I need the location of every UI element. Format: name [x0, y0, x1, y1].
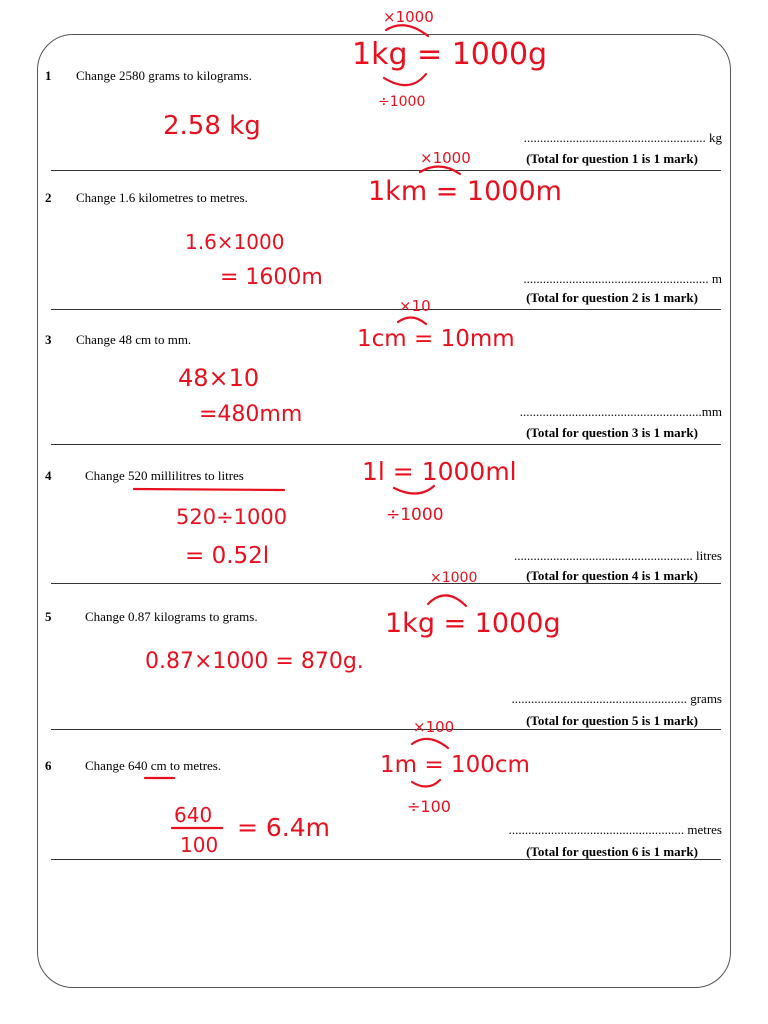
- handwritten-fraction-denominator: 100: [180, 833, 219, 857]
- handwritten-multiplier: ×1000: [430, 570, 478, 586]
- question-total: (Total for question 2 is 1 mark): [526, 290, 698, 305]
- question-text: Change 640 cm to metres.: [85, 758, 222, 773]
- divider: [51, 859, 721, 860]
- handwritten-working: 48×10: [178, 364, 260, 392]
- handwritten-multiplier: ×10: [399, 297, 431, 315]
- handwritten-conversion: 1kg = 1000g: [385, 608, 561, 639]
- question-total: (Total for question 6 is 1 mark): [526, 844, 698, 859]
- handwritten-working: 520÷1000: [176, 505, 288, 529]
- handwritten-conversion: 1cm = 10mm: [357, 326, 515, 352]
- handwritten-working: = 6.4m: [237, 813, 331, 842]
- divider: [51, 444, 721, 445]
- question-number: 1: [45, 68, 52, 83]
- question-number: 3: [45, 332, 52, 347]
- handwritten-divisor: ÷100: [407, 797, 451, 816]
- handwritten-conversion: 1kg = 1000g: [352, 37, 548, 72]
- question-number: 5: [45, 609, 52, 624]
- question-total: (Total for question 4 is 1 mark): [526, 568, 698, 583]
- question-number: 6: [45, 758, 52, 773]
- question-text: Change 1.6 kilometres to metres.: [76, 190, 248, 205]
- divider: [51, 729, 721, 730]
- answer-line[interactable]: ....................................................... litres: [514, 548, 722, 563]
- handwritten-conversion: 1l = 1000ml: [362, 457, 517, 486]
- handwritten-conversion: 1m = 100cm: [380, 752, 530, 778]
- handwritten-divisor: ÷1000: [386, 505, 444, 525]
- question-number: 2: [45, 190, 52, 205]
- handwritten-multiplier: ×1000: [383, 8, 434, 26]
- answer-line[interactable]: ...................................................... metres: [508, 822, 722, 837]
- answer-line[interactable]: ......................................................... m: [523, 271, 722, 286]
- handwritten-multiplier: ×1000: [420, 149, 471, 167]
- handwritten-fraction-numerator: 640: [174, 803, 213, 827]
- question-number: 4: [45, 468, 52, 483]
- answer-line[interactable]: ........................................................ kg: [523, 130, 722, 145]
- handwritten-working: 0.87×1000 = 870g.: [145, 649, 364, 674]
- divider: [51, 583, 721, 584]
- handwritten-divisor: ÷1000: [378, 94, 426, 110]
- answer-line[interactable]: ...................................................... grams: [511, 691, 722, 706]
- handwritten-working: = 1600m: [220, 265, 323, 290]
- handwritten-working: 2.58 kg: [163, 111, 261, 141]
- handwritten-working: = 0.52l: [185, 543, 270, 569]
- question-text: Change 2580 grams to kilograms.: [76, 68, 252, 83]
- question-text: Change 48 cm to mm.: [76, 332, 192, 347]
- handwritten-working: 1.6×1000: [185, 230, 285, 254]
- handwritten-multiplier: ×100: [413, 718, 455, 736]
- handwritten-working: =480mm: [199, 402, 303, 427]
- question-text: Change 520 millilitres to litres: [85, 468, 244, 483]
- question-total: (Total for question 5 is 1 mark): [526, 713, 698, 728]
- handwritten-conversion: 1km = 1000m: [368, 176, 562, 207]
- question-total: (Total for question 3 is 1 mark): [526, 425, 698, 440]
- divider: [51, 170, 721, 171]
- question-text: Change 0.87 kilograms to grams.: [85, 609, 258, 624]
- answer-line[interactable]: ........................................................mm: [519, 404, 722, 419]
- divider: [51, 309, 721, 310]
- question-total: (Total for question 1 is 1 mark): [526, 151, 698, 166]
